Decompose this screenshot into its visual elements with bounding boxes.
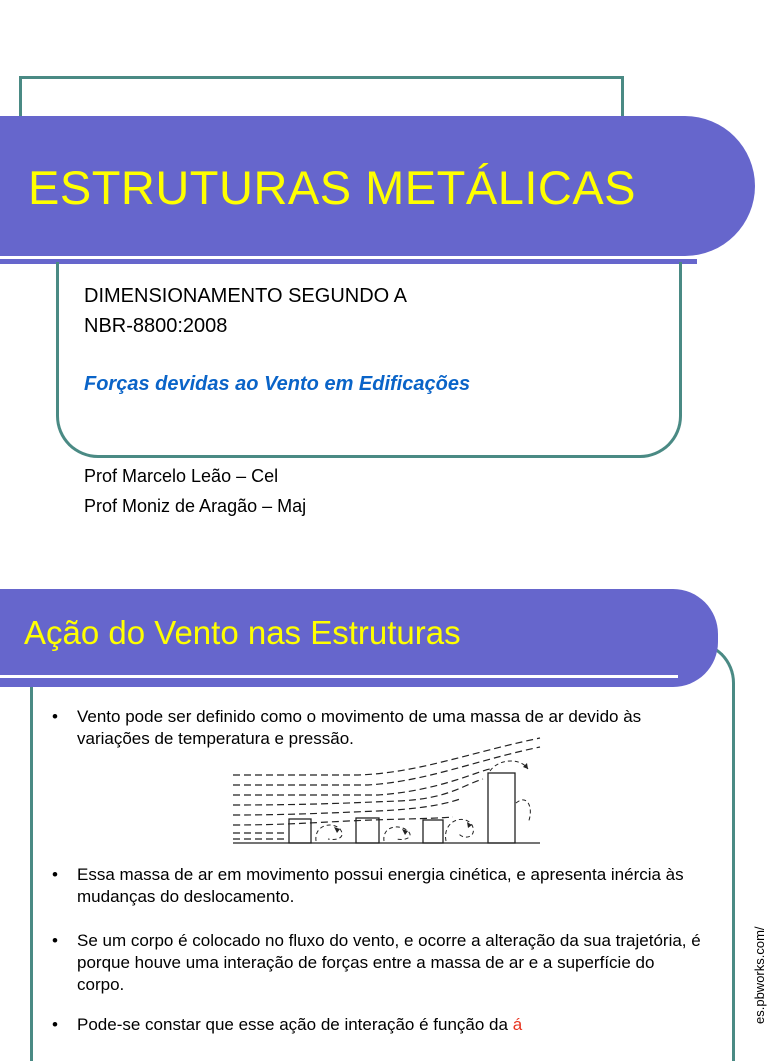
side-url-text: es.pbworks.com/ [752, 926, 767, 1024]
bullet-text: Se um corpo é colocado no fluxo do vento, e ocorre a alteração da sua trajetória, é porque houve uma interação de forças entre a massa de ar e a superfície do corpo. [77, 931, 701, 994]
slide1-subtitle-line1: DIMENSIONAMENTO SEGUNDO A [84, 285, 408, 307]
wind-flow-diagram [228, 733, 546, 848]
slide2-title-underline [0, 675, 678, 678]
slide1-subtitle [84, 281, 644, 341]
bullet-dot: • [52, 1015, 58, 1034]
bullet-dot: • [52, 931, 58, 950]
slide1-title: ESTRUTURAS METÁLICAS [28, 161, 637, 214]
bullet-text-red: á [512, 1015, 523, 1034]
bullet-item [52, 864, 702, 908]
bullet-item [52, 930, 702, 996]
bullet-dot: • [52, 865, 58, 884]
bullet-text: Vento pode ser definido como o movimento de uma massa de ar devido às variações de temperatura e pressão. [77, 707, 642, 748]
bullet-text [77, 1014, 702, 1036]
bullet-text: Essa massa de ar em movimento possui energia cinética, e apresenta inércia às mudanças do deslocamento. [77, 865, 684, 906]
bullet-text-partial: Pode-se constar que esse ação de interação é função da [77, 1015, 508, 1034]
slide1-topic: Forças devidas ao Vento em Edificações [84, 373, 471, 395]
slide2-content-frame [30, 641, 735, 1061]
slide2-title: Ação do Vento nas Estruturas [24, 614, 461, 651]
author-2: Prof Moniz de Aragão – Maj [84, 496, 307, 516]
author-1: Prof Marcelo Leão – Cel [84, 466, 279, 486]
bullet-dot: • [52, 707, 58, 726]
slide1-subtitle-line2: NBR-8800:2008 [84, 315, 228, 337]
bullet-item [52, 1014, 702, 1036]
